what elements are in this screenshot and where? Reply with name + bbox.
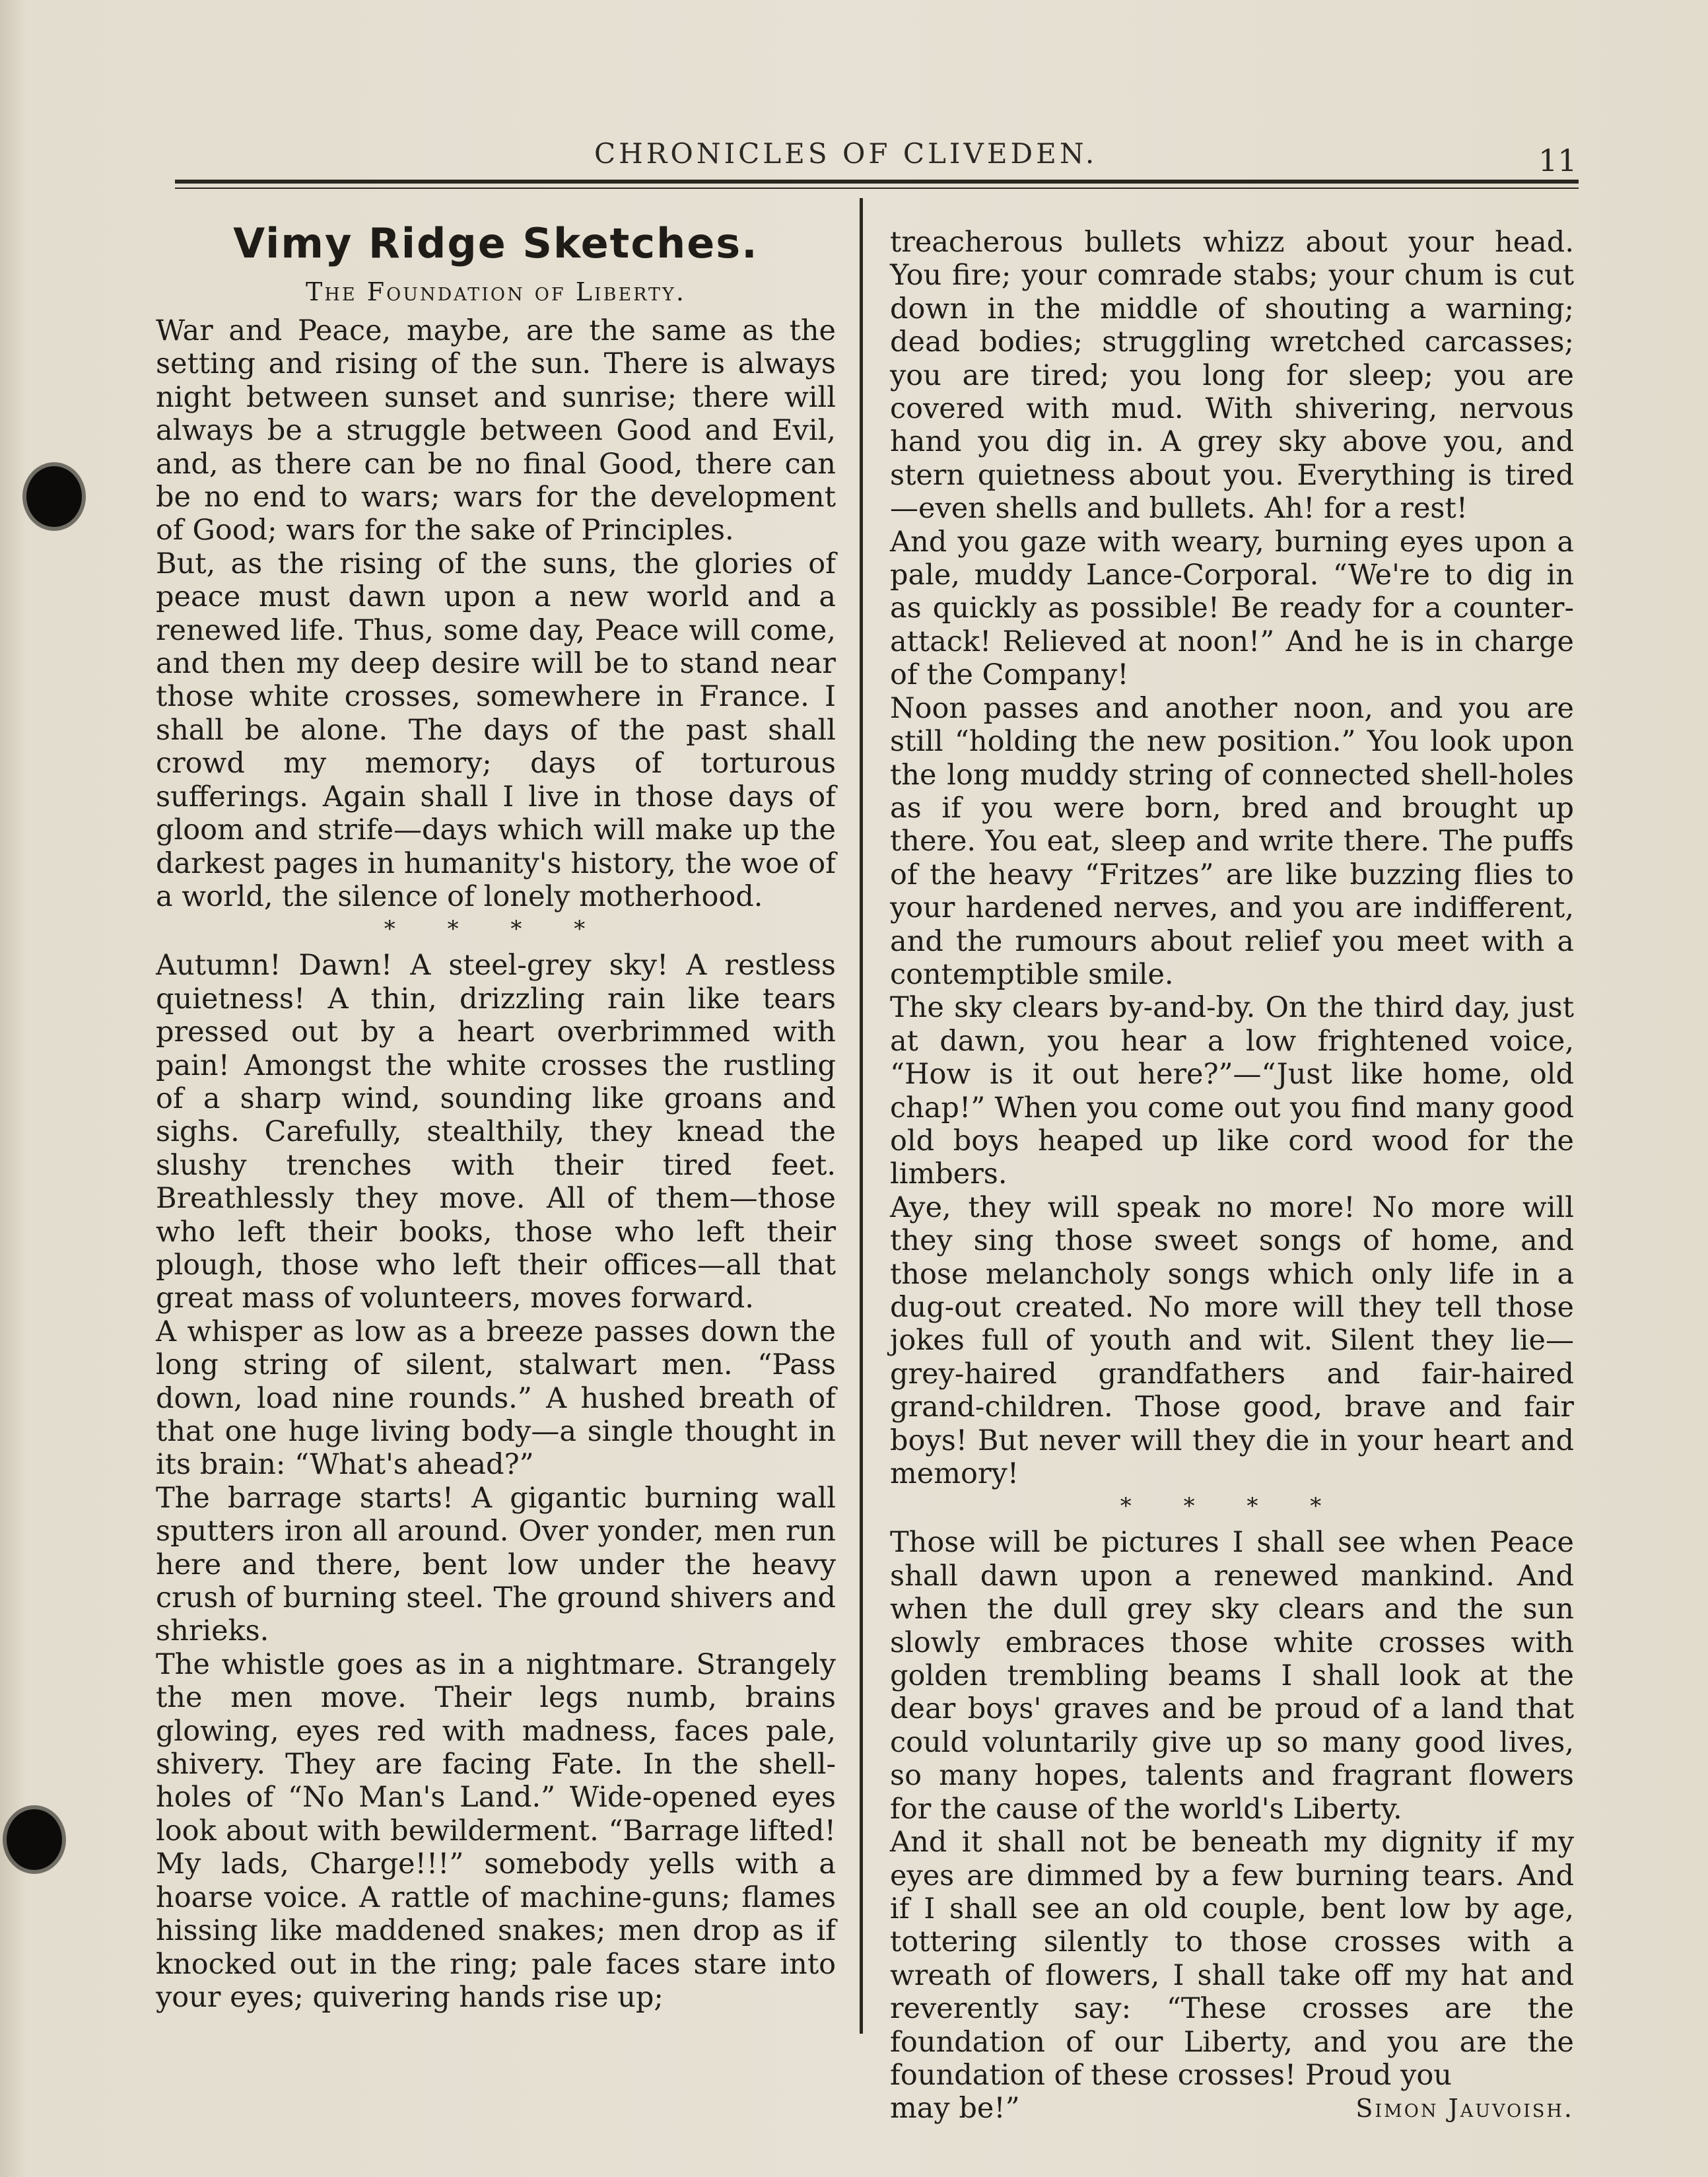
- paragraph: And you gaze with weary, burning eyes upon a pale, muddy Lance-Corporal. “We're to dig in as quickly as possible! Be ready for a counter-attack! Relieved at noon!” And he is in charge of the Company!: [890, 525, 1574, 692]
- article-title: Vimy Ridge Sketches.: [233, 219, 759, 267]
- binding-hole-upper: [26, 466, 82, 527]
- paragraph: But, as the rising of the suns, the glories of peace must dawn upon a new world and a renewed life. Thus, some day, Peace will come, and then my deep desire will be to stand near those white crosses, somewhere in France. I shall be alone. The days of the past shall crowd my memory; days of torturous sufferings. Again shall I live in those days of gloom and strife—days which will make up the darkest pages in humanity's history, the woe of a world, the silence of lonely motherhood.: [156, 547, 836, 913]
- paragraph: War and Peace, maybe, are the same as the setting and rising of the sun. There is always night between sunset and sunrise; there will always be a struggle between Good and Evil, and, as there can be no final Good, there can be no end to wars; wars for the development of Good; wars for the sake of Principles.: [156, 314, 836, 547]
- binding-hole-lower: [7, 1809, 62, 1870]
- paragraph: And it shall not be beneath my dignity if my eyes are dimmed by a few burning tears. And if I shall see an old couple, bent low by age, tottering silently to those crosses with a wreath of flowers, I shall take off my hat and reverently say: “These crosses are the foundation of our Liberty, and you are the foundation of these crosses! Proud you: [890, 1826, 1574, 2092]
- paragraph: Aye, they will speak no more! No more will they sing those sweet songs of home, and those melancholy songs which only life in a dug-out created. No more will they tell those jokes full of youth and wit. Silent they lie—grey-haired grandfathers and fair-haired grand-children. Those good, brave and fair boys! But never will they die in your heart and memory!: [890, 1191, 1574, 1491]
- paragraph: Noon passes and another noon, and you are still “holding the new position.” You look upon the long muddy string of connected shell-holes as if you were born, bred and brought up there. You eat, sleep and write there. The puffs of the heavy “Fritzes” are like buzzing flies to your hardened nerves, and you are indifferent, and the rumours about relief you meet with a contemptible smile.: [890, 691, 1574, 991]
- paragraph: Those will be pictures I shall see when Peace shall dawn upon a renewed mankind. And when the dull grey sky clears and the sun slowly embraces those white crosses with golden trembling beams I shall look at the dear boys' graves and be proud of a land that could voluntarily give up so many good lives, so many hopes, talents and fragrant flowers for the cause of the world's Liberty.: [890, 1526, 1574, 1826]
- right-column: [890, 226, 1574, 2125]
- paragraph: treacherous bullets whizz about your head. You fire; your comrade stabs; your chum is cut down in the middle of shouting a warning; dead bodies; struggling wretched carcasses; you are tired; you long for sleep; you are covered with mud. With shivering, nervous hand you dig in. A grey sky above you, and stern quietness about you. Everything is tired —even shells and bullets. Ah! for a rest!: [890, 226, 1574, 526]
- paragraph: Autumn! Dawn! A steel-grey sky! A restless quietness! A thin, drizzling rain like tears pressed out by a heart overbrimmed with pain! Amongst the white crosses the rustling of a sharp wind, sounding like groans and sighs. Carefully, stealthily, they knead the slushy trenches with their tired feet. Breathlessly they move. All of them—those who left their books, those who left their plough, those who left their offices—all that great mass of volunteers, moves forward.: [156, 949, 836, 1315]
- author-signature: Simon Jauvoish.: [1355, 2094, 1574, 2124]
- paragraph: The whistle goes as in a nightmare. Strangely the men move. Their legs numb, brains glowing, eyes red with madness, faces pale, shivery. They are facing Fate. In the shell-holes of “No Man's Land.” Wide-opened eyes look about with bewilderment. “Barrage lifted! My lads, Charge!!!” somebody yells with a hoarse voice. A rattle of machine-guns; flames hissing like maddened snakes; men drop as if knocked out in the ring; pale faces stare into your eyes; quivering hands rise up;: [156, 1647, 836, 2014]
- signoff-line: [890, 2092, 1574, 2125]
- page-number: 11: [1538, 143, 1577, 178]
- article-subtitle: The Foundation of Liberty.: [306, 277, 686, 306]
- left-column: [156, 314, 836, 2014]
- closing-text: may be!”: [890, 2092, 1020, 2125]
- header-rule: [175, 180, 1579, 184]
- running-head: CHRONICLES OF CLIVEDEN.: [594, 137, 1098, 170]
- column-divider: [860, 198, 863, 2034]
- section-break: * * * *: [384, 916, 608, 943]
- section-break: * * * *: [1120, 1493, 1344, 1520]
- paragraph: A whisper as low as a breeze passes down the long string of silent, stalwart men. “Pass down, load nine rounds.” A hushed breath of that one huge living body—a single thought in its brain: “What's ahead?”: [156, 1315, 836, 1482]
- paragraph: The sky clears by-and-by. On the third day, just at dawn, you hear a low frightened voice, “How is it out here?”—“Just like home, old chap!” When you come out you find many good old boys heaped up like cord wood for the limbers.: [890, 991, 1574, 1191]
- header-rule-thin: [175, 188, 1579, 189]
- paragraph: The barrage starts! A gigantic burning wall sputters iron all around. Over yonder, men run here and there, bent low under the heavy crush of burning steel. The ground shivers and shrieks.: [156, 1481, 836, 1648]
